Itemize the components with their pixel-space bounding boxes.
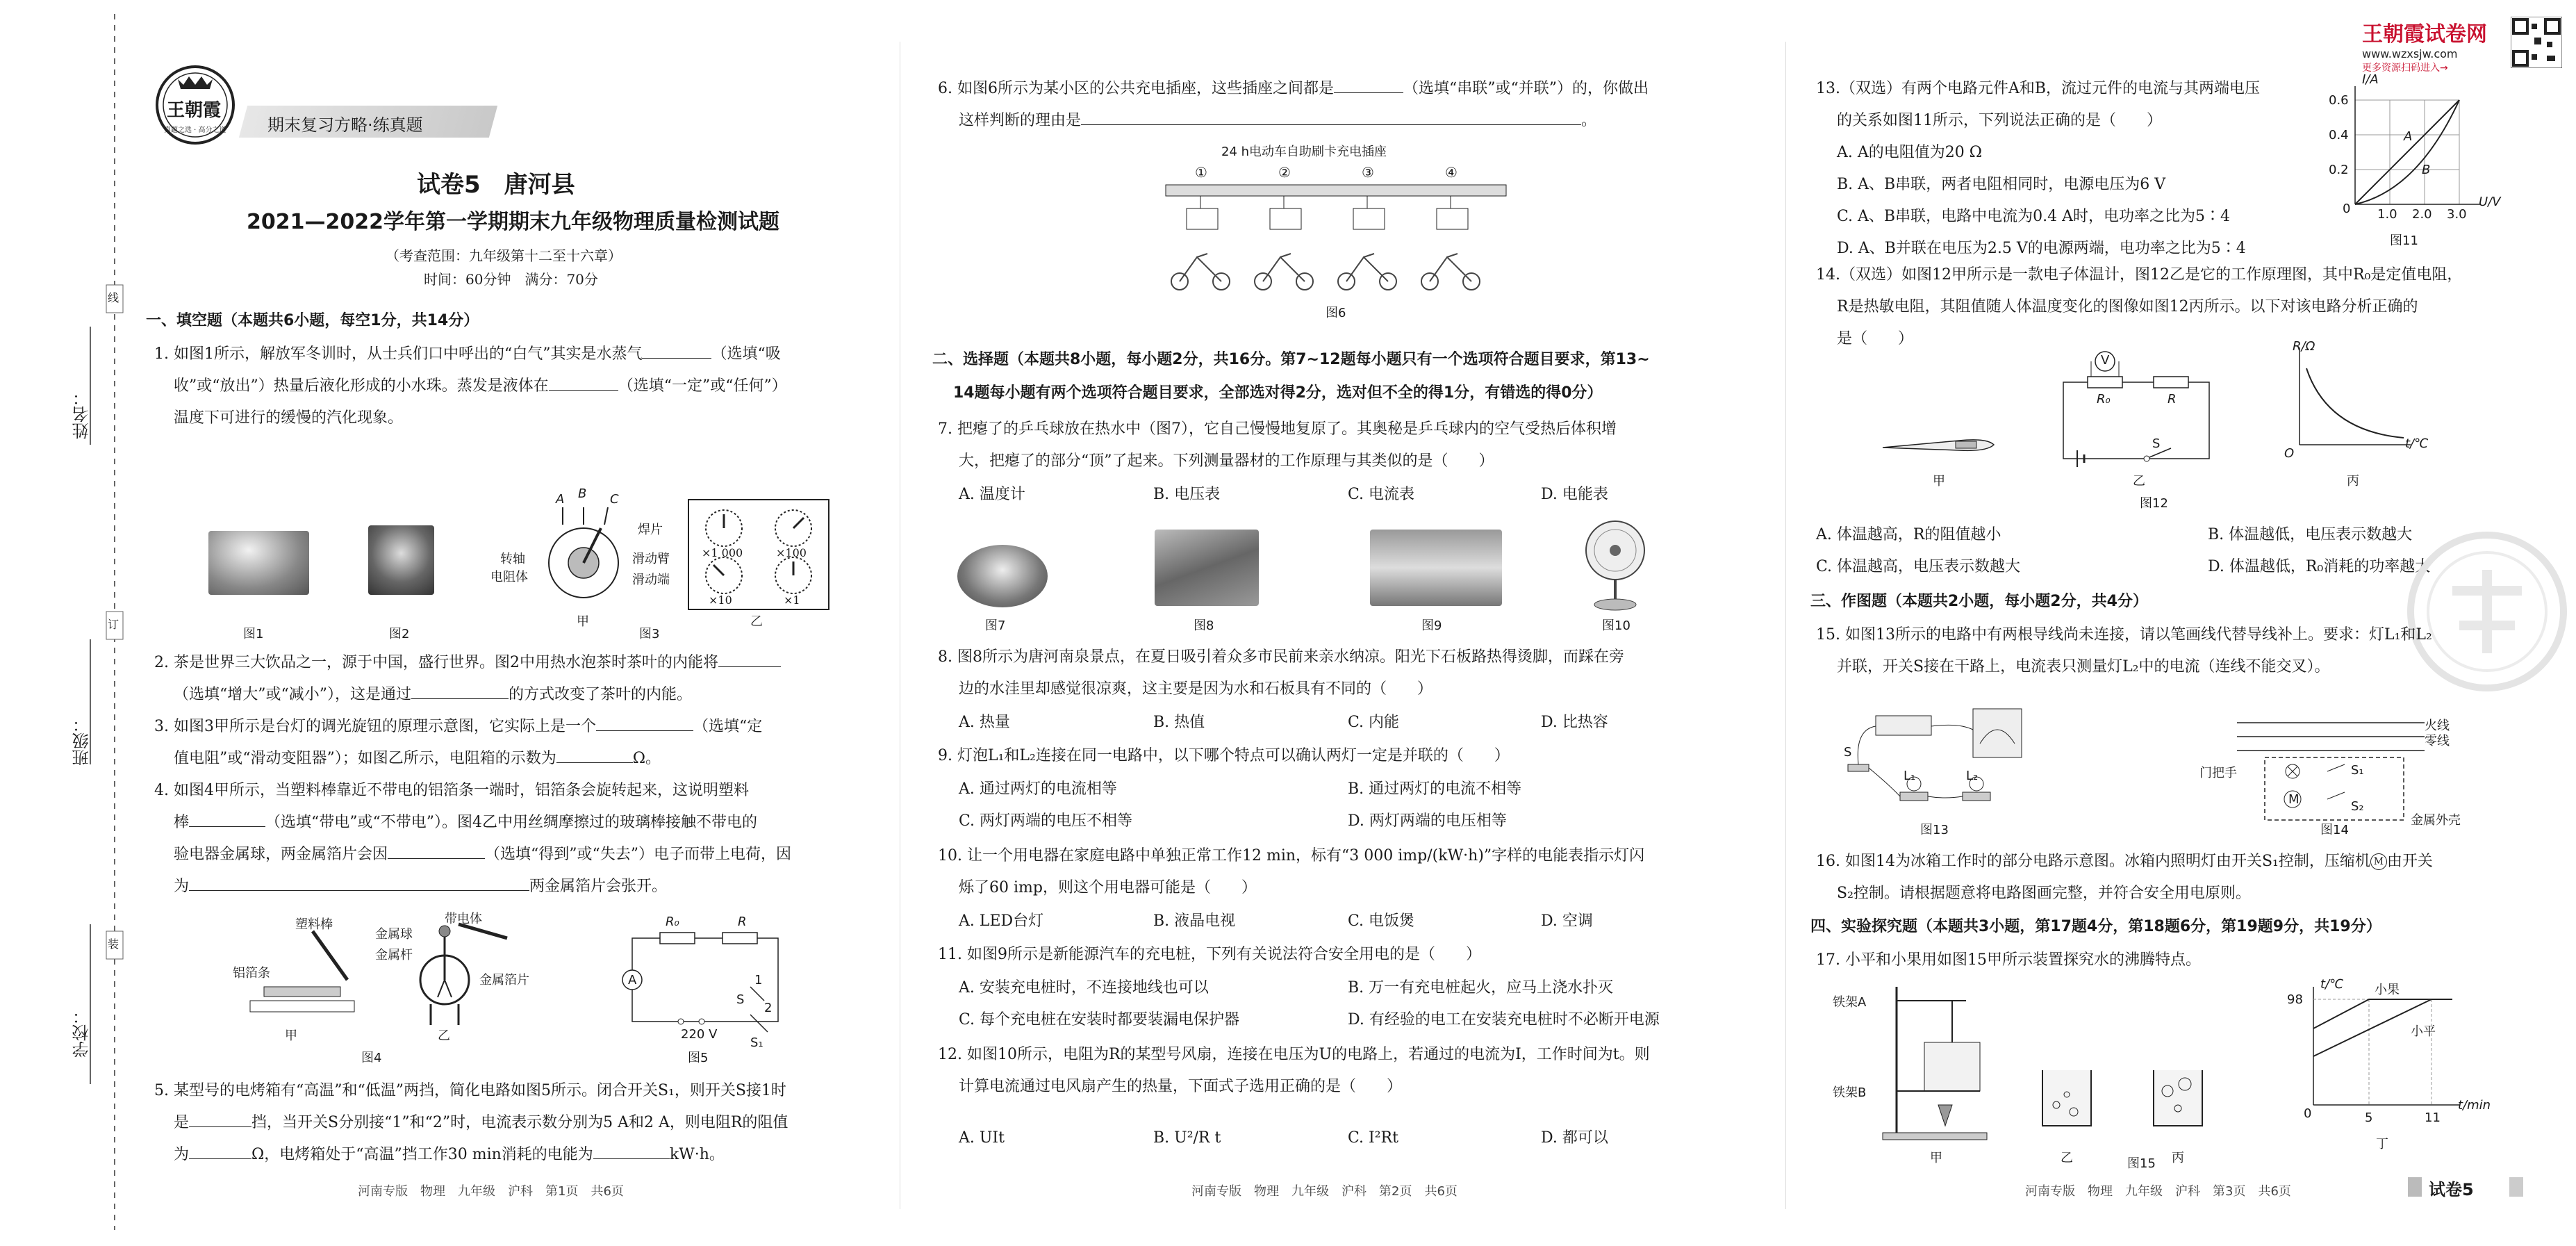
q14-option-c[interactable]: C. 体温越高，电压表示数越大 <box>1816 558 2021 575</box>
q9-option-a[interactable]: A. 通过两灯的电流相等 <box>959 780 1117 798</box>
fig1-photo <box>208 531 309 595</box>
fig11-y-label: I/A <box>2362 72 2379 87</box>
logo <box>154 64 236 146</box>
q8-line1: 8. 图8所示为唐河南泉景点，在夏日吸引着众多市民前来亲水纳凉。阳光下石板路热得烫脚，而踩在旁 <box>938 648 1624 666</box>
fig3-label-p1: 焊片 <box>638 523 663 537</box>
fig8-caption: 图8 <box>1194 618 1214 633</box>
fig13-label-l1: L₁ <box>1904 769 1916 783</box>
binding-margin <box>0 0 139 1243</box>
fig4-label-foil: 铝箔条 <box>233 966 270 981</box>
section3-heading: 三、作图题（本题共2小题，每小题2分，共4分） <box>1810 593 2148 610</box>
fig15-x-label: t/min <box>2458 1098 2491 1113</box>
fig4-label-rod: 塑料棒 <box>295 917 333 932</box>
fig11-xtick-3: 3.0 <box>2447 207 2467 222</box>
fig15-legend-xg: 小果 <box>2375 983 2400 997</box>
logo-text: 王朝霞 <box>167 100 222 121</box>
site-slogan: 更多资源扫码进入→ <box>2362 63 2448 74</box>
fig14-label-zero: 零线 <box>2425 734 2450 748</box>
fig9-photo <box>1370 530 1502 606</box>
paper-title: 2021—2022学年第一学期期末九年级物理质量检测试题 <box>247 210 779 234</box>
q14-line1: 14.（双选）如图12甲所示是一款电子体温计，图12乙是它的工作原理图，其中R₀是定值电阻， <box>1816 266 2463 284</box>
q7-line2: 大，把瘪了的部分“顶”了起来。下列测量器材的工作原理与其类似的是（ ） <box>959 452 1494 470</box>
fig3-label-p3: 滑动端 <box>632 573 670 587</box>
fig12-resistance-curve <box>2279 341 2418 459</box>
name-label: 姓名： <box>72 389 92 439</box>
q13-option-b[interactable]: B. A、B串联，两者电阻相同时，电源电压为6 V <box>1837 176 2166 193</box>
q12-option-b[interactable]: B. U²/R t <box>1153 1129 1221 1147</box>
fig12-caption: 图12 <box>2140 496 2168 511</box>
fig15-label-bing: 丙 <box>2172 1151 2184 1165</box>
fig11-ytick-06: 0.6 <box>2329 93 2349 108</box>
page-tag-end <box>2509 1177 2523 1197</box>
fig4-label-yi: 乙 <box>438 1028 450 1043</box>
paper-time: 时间：60分钟 满分：70分 <box>424 271 598 288</box>
q10-option-a[interactable]: A. LED台灯 <box>959 912 1044 930</box>
q10-option-c[interactable]: C. 电饭煲 <box>1348 912 1415 930</box>
q12-option-c[interactable]: C. I²Rt <box>1348 1129 1398 1147</box>
q12-option-a[interactable]: A. UIt <box>959 1129 1005 1147</box>
q7-option-c[interactable]: C. 电流表 <box>1348 486 1415 503</box>
column-divider-2 <box>1785 42 1786 1209</box>
q6-line1: 6. 如图6所示为某小区的公共充电插座，这些插座之间都是 （选填“串联”或“并联”）的，你做出 <box>938 74 1649 104</box>
page3-footer: 河南专版 物理 九年级 沪科 第3页 共6页 <box>2025 1184 2291 1199</box>
q15-line2: 并联，开关S接在干路上，电流表只测量灯L₂中的电流（连线不能交叉）。 <box>1837 658 2330 675</box>
section1-heading: 一、填空题（本题共6小题，每空1分，共14分） <box>146 312 479 329</box>
fig10-fan-icon <box>1577 516 1653 613</box>
q8-line2: 边的水洼里却感觉很凉爽，这主要是因为水和石板具有不同的（ ） <box>959 680 1433 698</box>
q7-option-b[interactable]: B. 电压表 <box>1153 486 1221 503</box>
fig9-caption: 图9 <box>1421 618 1442 633</box>
q9-option-c[interactable]: C. 两灯两端的电压不相等 <box>959 812 1133 830</box>
fig2-caption: 图2 <box>389 627 410 641</box>
fig12-label-r: R <box>2168 392 2177 407</box>
fig4-label-jia: 甲 <box>285 1028 297 1043</box>
q13-line2: 的关系如图11所示，下列说法正确的是（ ） <box>1837 112 2162 129</box>
fig15-y98: 98 <box>2287 992 2303 1007</box>
q14-line2: R是热敏电阻，其阻值随人体温度变化的图像如图12丙所示。以下对该电路分析正确的 <box>1837 298 2418 315</box>
q1-line1: 1. 如图1所示，解放军冬训时，从士兵们口中呼出的“白气”其实是水蒸气 （选填“吸 <box>154 339 870 370</box>
fig4-caption: 图4 <box>361 1051 382 1065</box>
q5-line3: 为 Ω，电烤箱处于“高温”挡工作30 min消耗的电能为 kW·h。 <box>174 1140 725 1170</box>
fig2-photo <box>368 525 434 595</box>
q13-option-c[interactable]: C. A、B串联，电路中电流为0.4 A时，电功率之比为5∶4 <box>1837 208 2230 225</box>
fig8-photo <box>1155 530 1259 606</box>
fig6-sockets-scooters <box>1159 139 1520 299</box>
fig5-label-r0: R₀ <box>666 915 679 929</box>
q13-option-a[interactable]: A. A的电阻值为20 Ω <box>1837 144 1982 161</box>
fig15-label-ta: 铁架A <box>1833 995 1867 1010</box>
fig6-charging-station <box>1159 139 1520 299</box>
seal-mark-ding: 订 <box>108 618 119 631</box>
q14-option-d[interactable]: D. 体温越低，R₀消耗的功率越大 <box>2208 558 2431 575</box>
fig12-circuit-diagram <box>2049 347 2230 479</box>
fig6-num-3: ③ <box>1362 164 1374 181</box>
fig12-label-tx: t/℃ <box>2405 436 2429 451</box>
fig12-label-jia: 甲 <box>1933 474 1945 489</box>
motor-symbol-icon: M <box>2370 853 2387 870</box>
fig3-label-jia: 甲 <box>577 614 589 629</box>
fig13-label-l2: L₂ <box>1966 769 1979 783</box>
q15-line1: 15. 如图13所示的电路中有两根导线尚未连接，请以笔画线代替导线补上。要求：灯L₁和L₂ <box>1816 626 2432 644</box>
fig15-boiling-apparatus <box>1876 980 1994 1147</box>
q4-line2: 棒 （选填“带电”或“不带电”）。图4乙中用丝绸摩擦过的玻璃棒接触不带电的 <box>174 808 757 838</box>
q4-line1: 4. 如图4甲所示，当塑料棒靠近不带电的铝箔条一端时，铝箔条会旋转起来，这说明塑料 <box>154 782 749 799</box>
site-name: 王朝霞试卷网 <box>2362 22 2487 47</box>
q13-line1: 13.（双选）有两个电路元件A和B，流过元件的电流与其两端电压 <box>1816 80 2261 97</box>
fig12-label-yi: 乙 <box>2133 474 2145 489</box>
section4-heading: 四、实验探究题（本题共3小题，第17题4分，第18题6分，第19题9分，共19分） <box>1810 918 2381 935</box>
fig12-label-v: V <box>2101 353 2110 368</box>
q5-line2: 是 挡，当开关S分别接“1”和“2”时，电流表示数分别为5 A和2 A，则电阻R的阻值 <box>174 1108 788 1138</box>
q17-line1: 17. 小平和小果用如图15甲所示装置探究水的沸腾特点。 <box>1816 951 2201 969</box>
fig6-title: 24 h电动车自助刷卡充电插座 <box>1221 145 1387 159</box>
q9-option-d[interactable]: D. 两灯两端的电压相等 <box>1348 812 1507 830</box>
seal-mark-xian: 线 <box>108 291 119 304</box>
fig15-legend-xp: 小平 <box>2411 1024 2436 1039</box>
fig6-num-4: ④ <box>1445 164 1458 181</box>
q12-option-d[interactable]: D. 都可以 <box>1541 1129 1608 1147</box>
fig13-circuit-diagram <box>1834 695 2042 813</box>
fig4-label-ball: 金属球 <box>375 927 413 942</box>
paper-scope: （考查范围：九年级第十二至十六章） <box>386 247 622 264</box>
fig15-x11: 11 <box>2425 1110 2441 1125</box>
q2-line2: （选填“增大”或“减小”），这是通过 的方式改变了茶叶的内能。 <box>174 680 692 710</box>
section2-heading-2: 14题每小题有两个选项符合题目要求，全部选对得2分，选对但不全的得1分，有错选的得0分） <box>953 384 1603 402</box>
q9-option-b[interactable]: B. 通过两灯的电流不相等 <box>1348 780 1522 798</box>
fig15-y-label: t/℃ <box>2320 977 2344 992</box>
page-tag-text: 试卷5 <box>2429 1180 2474 1199</box>
fig5-label-s1: S₁ <box>750 1035 763 1050</box>
fig3-label-res: 电阻体 <box>490 570 528 584</box>
seal-mark-zhuang: 装 <box>108 937 119 951</box>
fig11-line-b: B <box>2422 163 2431 177</box>
fig4-label-charged: 带电体 <box>445 912 482 926</box>
fig6-caption: 图6 <box>1326 306 1346 320</box>
fig11-ytick-04: 0.4 <box>2329 128 2349 142</box>
q1-line2: 收”或“放出”）热量后液化形成的小水珠。蒸发是液体在 （选填“一定”或“任何”） <box>174 371 889 402</box>
site-logo <box>2362 17 2487 74</box>
q14-line3: 是（ ） <box>1837 330 1914 347</box>
fig11-origin: 0 <box>2343 202 2351 216</box>
fig5-label-n2: 2 <box>764 1001 773 1015</box>
fig4-label-leaf: 金属箔片 <box>479 973 529 987</box>
q14-option-b[interactable]: B. 体温越低，电压表示数越大 <box>2208 526 2413 543</box>
q8-option-c[interactable]: C. 内能 <box>1348 714 1400 731</box>
fig11-ytick-02: 0.2 <box>2329 163 2349 177</box>
fig15-beaker-bing <box>2147 1063 2209 1133</box>
fig15-caption: 图15 <box>2127 1156 2156 1171</box>
fig15-beaker-yi <box>2036 1063 2098 1133</box>
fig15-temperature-graph <box>2293 980 2480 1140</box>
fig5-label-s: S <box>736 992 745 1007</box>
q7-option-a[interactable]: A. 温度计 <box>959 486 1025 503</box>
q11-option-a[interactable]: A. 安装充电桩时，不连接地线也可以 <box>959 979 1209 997</box>
fig14-label-shell: 金属外壳 <box>2411 813 2461 828</box>
q7-line1: 7. 把瘪了的乒乓球放在热水中（图7），它自己慢慢地复原了。其奥秘是乒乓球内的空气受热后体积增 <box>938 420 1617 438</box>
page1-footer: 河南专版 物理 九年级 沪科 第1页 共6页 <box>358 1184 624 1199</box>
fig12-label-r0: R₀ <box>2097 392 2111 407</box>
fig14-label-m: M <box>2288 792 2300 807</box>
fig12-thermometer-icon <box>1876 428 2001 463</box>
q10-line2: 烁了60 imp，则这个用电器可能是（ ） <box>959 879 1257 896</box>
fig13-label-s: S <box>1844 745 1852 760</box>
fig15-origin: 0 <box>2304 1106 2312 1121</box>
qr-code-icon <box>2511 17 2562 68</box>
page-tag <box>2408 1177 2422 1197</box>
fig15-label-tb: 铁架B <box>1833 1085 1867 1100</box>
q6-line2: 这样判断的理由是 。 <box>959 106 1596 136</box>
q13-option-d[interactable]: D. A、B并联在电压为2.5 V的电源两端，电功率之比为5∶4 <box>1837 240 2246 257</box>
q10-line1: 10. 让一个用电器在家庭电路中单独正常工作12 min，标有“3 000 imp/(kW·h)”字样的电能表指示灯闪 <box>938 847 1645 864</box>
fig7-photo <box>957 545 1048 607</box>
q5-line1: 5. 某型号的电烤箱有“高温”和“低温”两挡，简化电路如图5所示。闭合开关S₁，则开关S接1时 <box>154 1082 786 1099</box>
fig5-label-a: A <box>628 973 637 987</box>
q10-option-d[interactable]: D. 空调 <box>1541 912 1593 930</box>
q10-option-b[interactable]: B. 液晶电视 <box>1153 912 1236 930</box>
fig5-caption: 图5 <box>688 1051 709 1065</box>
q8-option-d[interactable]: D. 比热容 <box>1541 714 1608 731</box>
fig12-label-ry: R/Ω <box>2293 339 2315 354</box>
fig3-label-p2: 滑动臂 <box>632 552 670 566</box>
dial-multiplier-100: ×100 <box>776 546 807 559</box>
fig15-label-jia: 甲 <box>1930 1151 1942 1165</box>
class-label: 班级： <box>72 716 92 766</box>
page2-footer: 河南专版 物理 九年级 沪科 第2页 共6页 <box>1191 1184 1458 1199</box>
fig11-xtick-1: 1.0 <box>2377 207 2397 222</box>
fig14-label-s1: S₁ <box>2351 763 2364 778</box>
fig11-line-a: A <box>2404 129 2413 144</box>
q11-option-d[interactable]: D. 有经验的电工在安装充电桩时不必断开电源 <box>1348 1011 1660 1028</box>
fig13-caption: 图13 <box>1920 823 1949 837</box>
fig14-caption: 图14 <box>2320 823 2349 837</box>
q12-line2: 计算电流通过电风扇产生的热量，下面式子选用正确的是（ ） <box>959 1078 1403 1095</box>
fig15-x5: 5 <box>2365 1110 2373 1125</box>
q3-line1: 3. 如图3甲所示是台灯的调光旋钮的原理示意图，它实际上是一个 （选填“定 <box>154 712 762 742</box>
fig11-x-label: U/V <box>2479 195 2501 209</box>
fig12-label-o: O <box>2284 446 2295 461</box>
school-label: 学校： <box>72 1008 92 1058</box>
q4-line3: 验电器金属球，两金属箔片会因 （选填“得到”或“失去”）电子而带上电荷，因 <box>174 839 791 870</box>
fig11-xtick-2: 2.0 <box>2412 207 2432 222</box>
watermark-seal-icon <box>2404 528 2570 695</box>
fig3-label-axis: 转轴 <box>500 552 525 566</box>
fig4-label-pole: 金属杆 <box>375 948 413 962</box>
fig6-num-1: ① <box>1195 164 1207 181</box>
dial-multiplier-1000: ×1 000 <box>702 546 743 559</box>
fig3-label-b: B <box>578 486 587 501</box>
fig3-label-yi: 乙 <box>750 614 763 629</box>
q14-option-a[interactable]: A. 体温越高，R的阻值越小 <box>1816 526 2001 543</box>
site-url: www.wzxsjw.com <box>2362 47 2458 60</box>
fig12-label-s: S <box>2152 436 2161 451</box>
fig11-caption: 图11 <box>2390 233 2418 248</box>
fig12-label-bing: 丙 <box>2347 474 2359 489</box>
fig7-caption: 图7 <box>985 618 1006 633</box>
q3-line2: 值电阻”或“滑动变阻器”）；如图乙所示，电阻箱的示数为 Ω。 <box>174 744 661 774</box>
banner-text: 期末复习方略·练真题 <box>267 115 423 135</box>
q7-option-d[interactable]: D. 电能表 <box>1541 486 1608 503</box>
fig15-label-yi: 乙 <box>2061 1151 2073 1165</box>
q11-option-c[interactable]: C. 每个充电桩在安装时都要装漏电保护器 <box>959 1011 1240 1028</box>
dial-multiplier-10: ×10 <box>709 593 732 607</box>
q11-line1: 11. 如图9所示是新能源汽车的充电桩，下列有关说法符合安全用电的是（ ） <box>938 946 1481 963</box>
dial-multiplier-1: ×1 <box>784 593 800 607</box>
q4-line4: 为 两金属箔片会张开。 <box>174 871 667 902</box>
q9-line1: 9. 灯泡L₁和L₂连接在同一电路中，以下哪个特点可以确认两灯一定是并联的（ ） <box>938 747 1510 764</box>
q16-line1: 16. 如图14为冰箱工作时的部分电路示意图。冰箱内照明灯由开关S₁控制，压缩机 M 由开关 <box>1816 853 2433 870</box>
q16-line2: S₂控制。请根据题意将电路图画完整，并符合安全用电原则。 <box>1837 885 2251 902</box>
fig5-label-v: 220 V <box>681 1027 718 1042</box>
fig14-label-fire: 火线 <box>2425 719 2450 733</box>
section2-heading-1: 二、选择题（本题共8小题，每小题2分，共16分。第7~12题每小题只有一个选项符合题目要求，第13~ <box>932 351 1650 368</box>
fig5-label-n1: 1 <box>754 973 763 987</box>
fig10-caption: 图10 <box>1602 618 1630 633</box>
fig3-label-a: A <box>556 492 565 507</box>
logo-subtext: 真题之选 · 高分之道 <box>164 126 226 134</box>
q8-option-b[interactable]: B. 热值 <box>1153 714 1205 731</box>
q2-line1: 2. 茶是世界三大饮品之一，源于中国，盛行世界。图2中用热水泡茶时茶叶的内能将 <box>154 648 781 678</box>
paper-number: 试卷5 唐河县 <box>417 171 575 199</box>
fig5-label-r: R <box>738 915 747 929</box>
q11-option-b[interactable]: B. 万一有充电桩起火，应马上浇水扑灭 <box>1348 979 1614 997</box>
fig3-caption: 图3 <box>639 627 660 641</box>
fig14-fridge-circuit <box>2223 709 2452 827</box>
q12-line1: 12. 如图10所示，电阻为R的某型号风扇，连接在电压为U的电路上，若通过的电流为I，工作时间为t。则 <box>938 1046 1650 1063</box>
fig14-label-door: 门把手 <box>2199 766 2237 780</box>
q8-option-a[interactable]: A. 热量 <box>959 714 1010 731</box>
fig3-resistance-box <box>688 499 829 610</box>
q1-line3: 温度下可进行的缓慢的汽化现象。 <box>174 409 404 427</box>
fig15-label-ding: 丁 <box>2376 1137 2388 1151</box>
fig1-caption: 图1 <box>243 627 264 641</box>
fig14-label-s2: S₂ <box>2351 799 2364 814</box>
fig6-num-2: ② <box>1278 164 1291 181</box>
fig3-label-c: C <box>610 492 619 507</box>
